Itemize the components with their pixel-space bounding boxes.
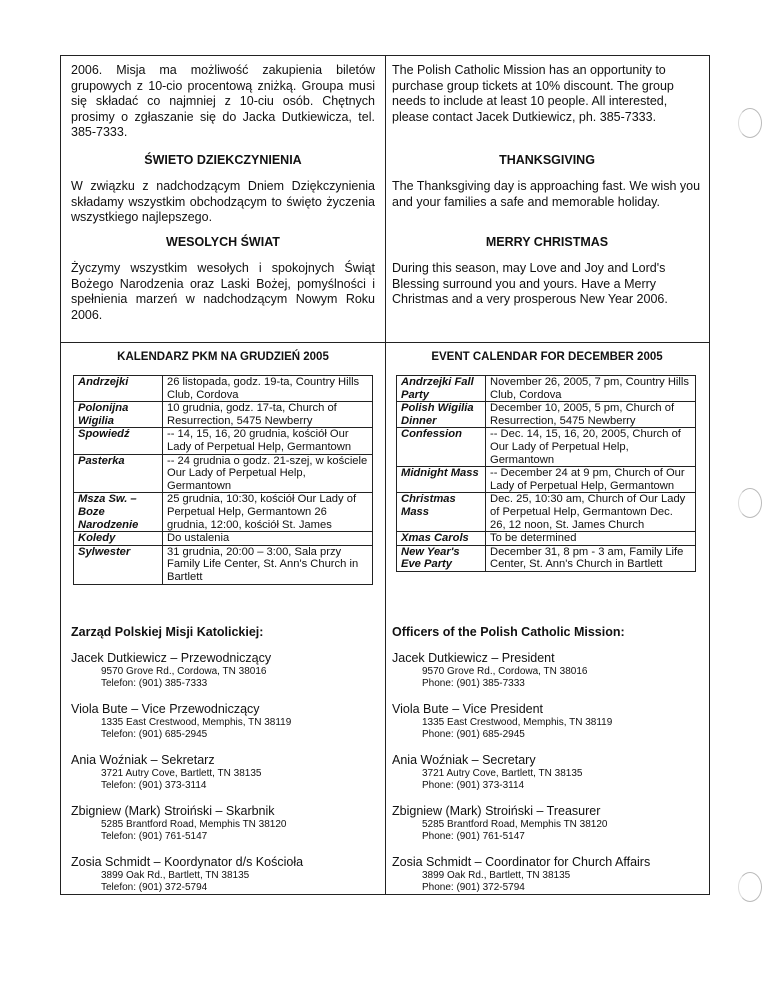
table-row [74, 545, 373, 584]
officer-entry [392, 702, 702, 741]
event-name: Confession [397, 428, 486, 467]
table-row [74, 532, 373, 546]
officer-phone: Phone: (901) 385-7333 [422, 678, 525, 689]
officer-address: 1335 East Crestwood, Memphis, TN 38119 [422, 717, 613, 728]
event-details: 10 grudnia, godz. 17-ta, Church of Resurrection, 5475 Newberry [163, 402, 373, 428]
officer-entry [392, 855, 702, 894]
officer-address: 3899 Oak Rd., Bartlett, TN 38135 [101, 870, 250, 881]
event-details: -- 14, 15, 16, 20 grudnia, kościół Our Lady of Perpetual Help, Germantown [163, 428, 373, 454]
event-details: December 31, 8 pm - 3 am, Family Life Center, St. Ann's Church in Bartlett [486, 545, 696, 571]
officer-address: 5285 Brantford Road, Memphis TN 38120 [422, 819, 608, 830]
table-row [397, 493, 696, 532]
table-row [397, 532, 696, 546]
officer-address: 9570 Grove Rd., Cordowa, TN 38016 [422, 666, 588, 677]
event-name: Msza Sw. – Boze Narodzenie [74, 493, 163, 532]
event-details: -- December 24 at 9 pm, Church of Our Lady of Perpetual Help, Germantown [486, 467, 696, 493]
en-calendar-table [396, 375, 696, 572]
officer-entry [392, 804, 702, 843]
event-name: Andrzejki Fall Party [397, 376, 486, 402]
event-details: -- Dec. 14, 15, 16, 20, 2005, Church of Our Lady of Perpetual Help, Germantown [486, 428, 696, 467]
table-row [74, 402, 373, 428]
event-details: December 10, 2005, 5 pm, Church of Resurrection, 5475 Newberry [486, 402, 696, 428]
en-christmas-title: MERRY CHRISTMAS [485, 235, 609, 249]
officer-address: 3721 Autry Cove, Bartlett, TN 38135 [101, 768, 262, 779]
officer-phone: Telefon: (901) 372-5794 [101, 882, 208, 893]
event-name: Midnight Mass [397, 467, 486, 493]
event-details: To be determined [486, 532, 696, 546]
event-name: Xmas Carols [397, 532, 486, 546]
pl-officers-title: Zarząd Polskiej Misji Katolickiej: [71, 625, 264, 639]
pl-christmas-text: Życzymy wszystkim wesołych i spokojnych Świąt Bożego Narodzenia oraz Laski Bożej, pomyślności i spełnienia marzeń w nadchodzącym Nowym Roku 2006. [71, 261, 375, 322]
officer-entry [392, 753, 702, 792]
officer-phone: Telefon: (901) 761-5147 [101, 831, 208, 842]
officer-entry [71, 855, 381, 894]
officer-address: 5285 Brantford Road, Memphis TN 38120 [101, 819, 287, 830]
en-calendar-title: EVENT CALENDAR FOR DECEMBER 2005 [431, 351, 663, 363]
officer-entry [392, 651, 702, 690]
officer-address: 9570 Grove Rd., Cordowa, TN 38016 [101, 666, 267, 677]
table-row [74, 428, 373, 454]
event-details: Do ustalenia [163, 532, 373, 546]
officer-name: Zbigniew (Mark) Stroiński – Treasurer [392, 804, 601, 818]
en-intro-text: The Polish Catholic Mission has an opportunity to purchase group tickets at 10% discount. The group needs to include at least 10 people. All interested, please contact Jacek Dutkiewicz, ph. 385-7333. [392, 63, 674, 124]
en-thanksgiving-title: THANKSGIVING [499, 153, 595, 167]
en-christmas-text: During this season, may Love and Joy and Lord's Blessing surround you and yours. Have a Merry Christmas and a very prosperous New Year 2006. [392, 261, 668, 306]
officer-address: 3899 Oak Rd., Bartlett, TN 38135 [422, 870, 571, 881]
officer-name: Jacek Dutkiewicz – President [392, 651, 555, 665]
officer-name: Zosia Schmidt – Koordynator d/s Kościoła [71, 855, 304, 869]
en-thanksgiving-text: The Thanksgiving day is approaching fast. We wish you and your families a safe and memorable holiday. [392, 179, 701, 209]
table-row [397, 467, 696, 493]
table-row [397, 545, 696, 571]
officer-name: Ania Woźniak – Secretary [392, 753, 536, 767]
officer-phone: Phone: (901) 761-5147 [422, 831, 525, 842]
event-details: 25 grudnia, 10:30, kościół Our Lady of Perpetual Help, Germantown 26 grudnia, 12:00, kościół St. James [163, 493, 373, 532]
punch-hole [738, 488, 762, 518]
pl-thanksgiving-text: W związku z nadchodzącym Dniem Dziękczynienia składamy wszystkim obchodzącym to święto życzenia wszystkiego najlepszego. [71, 179, 375, 224]
officer-phone: Telefon: (901) 685-2945 [101, 729, 208, 740]
event-details: Dec. 25, 10:30 am, Church of Our Lady of Perpetual Help, Germantown Dec. 26, 12 noon, St. James Church [486, 493, 696, 532]
officer-name: Zbigniew (Mark) Stroiński – Skarbnik [71, 804, 275, 818]
officer-phone: Telefon: (901) 373-3114 [101, 780, 207, 791]
table-row [397, 376, 696, 402]
pl-intro-text: 2006. Misja ma możliwość zakupienia biletów grupowych z 10-cio procentową zniżką. Groupa musi się składać co najmniej z 10-ciu osób. Chętnych prosimy o zgłaszanie się do Jacka Dutkiewicza, tel. 385-7333. [71, 63, 375, 139]
officer-name: Viola Bute – Vice President [392, 702, 544, 716]
table-row [74, 376, 373, 402]
event-name: Spowiedź [74, 428, 163, 454]
event-details: -- 24 grudnia o godz. 21-szej, w kościele Our Lady of Perpetual Help, Germantown [163, 454, 373, 493]
officer-phone: Phone: (901) 685-2945 [422, 729, 525, 740]
pl-calendar-table [73, 375, 373, 585]
officer-address: 3721 Autry Cove, Bartlett, TN 38135 [422, 768, 583, 779]
event-name: Polish Wigilia Dinner [397, 402, 486, 428]
pl-thanksgiving-title: ŚWIETO DZIEKCZYNIENIA [144, 153, 302, 167]
event-details: November 26, 2005, 7 pm, Country Hills Club, Cordova [486, 376, 696, 402]
event-name: Koledy [74, 532, 163, 546]
officer-entry [71, 651, 381, 690]
event-name: Pasterka [74, 454, 163, 493]
officer-phone: Phone: (901) 372-5794 [422, 882, 525, 893]
punch-hole [738, 108, 762, 138]
event-name: Sylwester [74, 545, 163, 584]
officer-entry [71, 804, 381, 843]
event-name: Polonijna Wigilia [74, 402, 163, 428]
officer-name: Jacek Dutkiewicz – Przewodniczący [71, 651, 272, 665]
table-row [397, 428, 696, 467]
officer-name: Ania Woźniak – Sekretarz [71, 753, 215, 767]
punch-hole [738, 872, 762, 902]
officer-entry [71, 753, 381, 792]
event-name: Christmas Mass [397, 493, 486, 532]
table-row [397, 402, 696, 428]
pl-christmas-title: WESOLYCH ŚWIAT [166, 235, 280, 249]
event-details: 26 listopada, godz. 19-ta, Country Hills Club, Cordova [163, 376, 373, 402]
officer-name: Zosia Schmidt – Coordinator for Church Affairs [392, 855, 651, 869]
officer-phone: Telefon: (901) 385-7333 [101, 678, 208, 689]
event-name: New Year's Eve Party [397, 545, 486, 571]
pl-calendar-title: KALENDARZ PKM NA GRUDZIEŃ 2005 [117, 351, 329, 363]
en-officers-title: Officers of the Polish Catholic Mission: [392, 625, 625, 639]
event-details: 31 grudnia, 20:00 – 3:00, Sala przy Family Life Center, St. Ann's Church in Bartlett [163, 545, 373, 584]
event-name: Andrzejki [74, 376, 163, 402]
officer-name: Viola Bute – Vice Przewodniczący [71, 702, 260, 716]
table-row [74, 454, 373, 493]
newsletter-page [60, 55, 710, 895]
officer-address: 1335 East Crestwood, Memphis, TN 38119 [101, 717, 292, 728]
table-row [74, 493, 373, 532]
officer-entry [71, 702, 381, 741]
officer-phone: Phone: (901) 373-3114 [422, 780, 525, 791]
